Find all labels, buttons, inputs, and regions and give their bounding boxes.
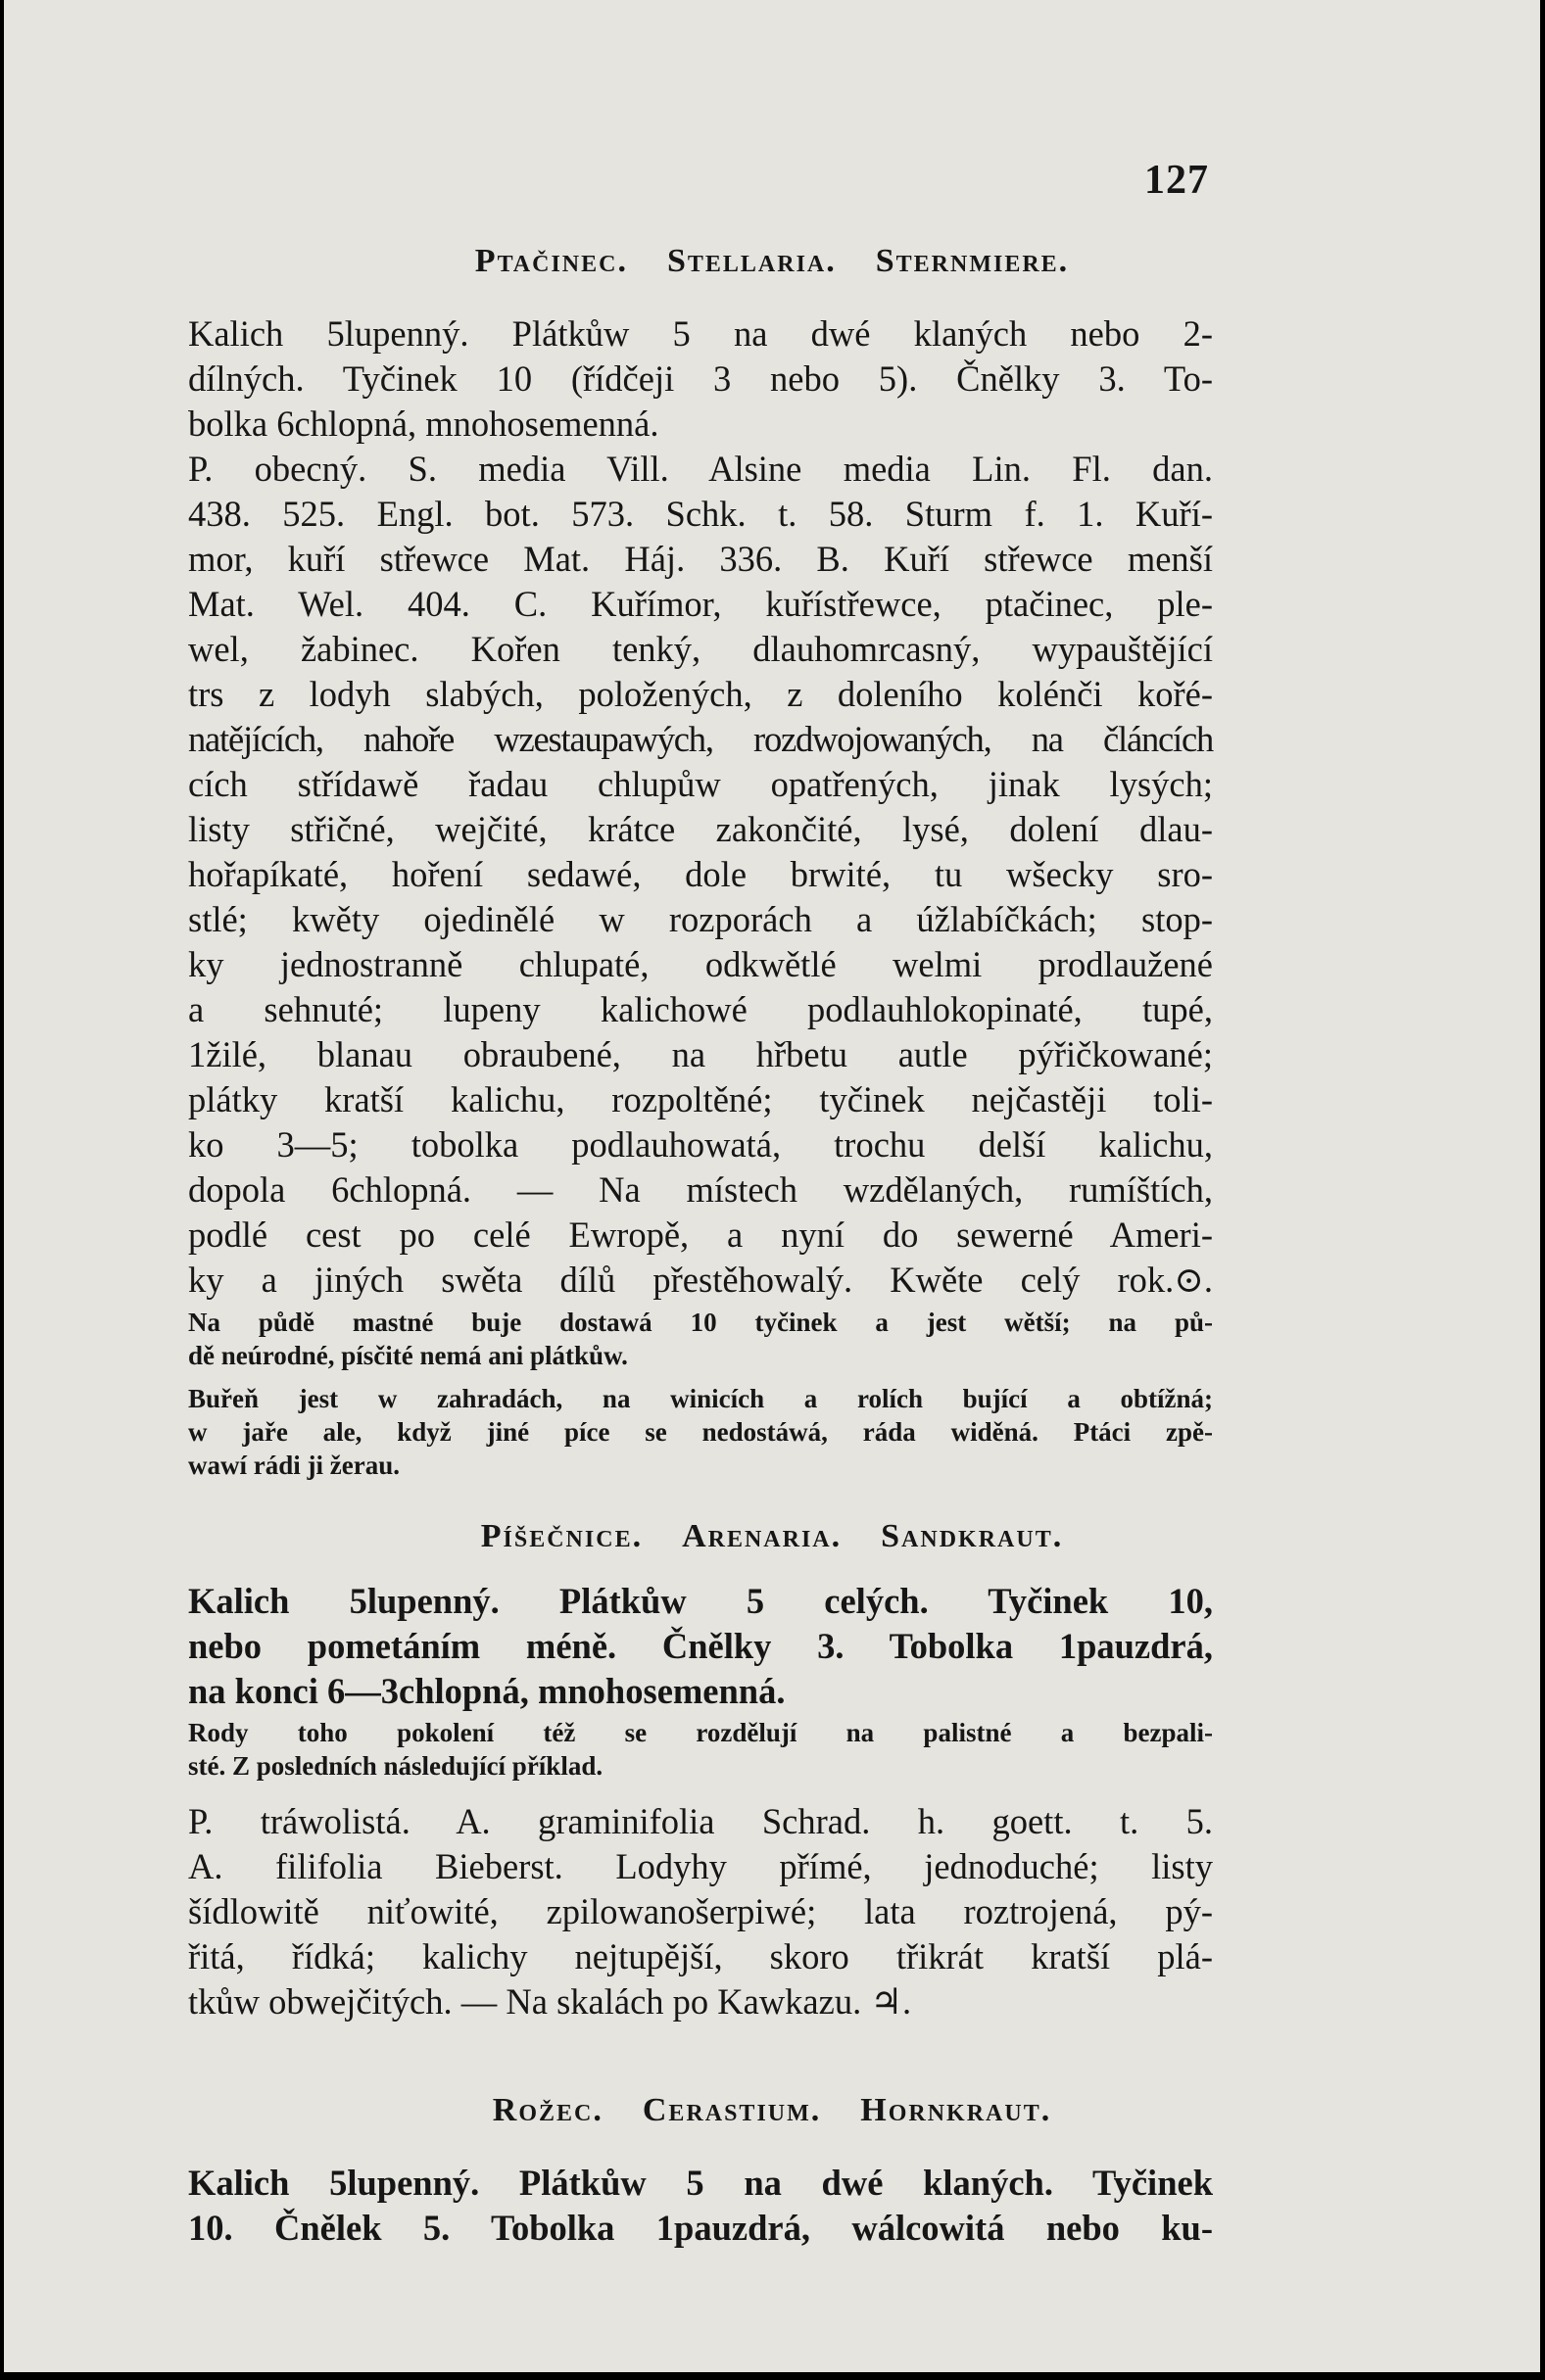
section-heading-cerastium [4, 2092, 1540, 2129]
footnote [135, 1306, 1213, 1372]
heading-german: Sandkraut. [881, 1518, 1064, 1554]
text-line: listy střičné, wejčité, krátce zakončité, lysé, dolení dlau- [188, 809, 1213, 849]
paragraph [135, 311, 1213, 447]
genus-description-stellaria [135, 311, 1213, 447]
text-line: A. filifolia Bieberst. Lodyhy přímé, jednoduché; listy [188, 1846, 1213, 1886]
text-line: Mat. Wel. 404. C. Kuřímor, kuřístřewce, ptačinec, ple- [188, 584, 1213, 624]
text-line: ko 3—5; tobolka podlauhowatá, trochu delší kalichu, [188, 1124, 1213, 1165]
text-line: mor, kuří střewce Mat. Háj. 336. B. Kuří střewce menší [188, 539, 1213, 579]
text-line: Na půdě mastné buje dostawá 10 tyčinek a jest wětší; na pů- [188, 1308, 1213, 1337]
heading-czech: Píšečnice. [480, 1518, 644, 1554]
text-line: Rody toho pokolení též se rozdělují na palistné a bezpali- [188, 1718, 1213, 1747]
heading-latin: Stellaria. [666, 243, 837, 279]
text-line: Kalich 5lupenný. Plátkůw 5 celých. Tyčinek 10, [188, 1581, 1213, 1621]
species-description-stellaria-media [135, 447, 1213, 1303]
text-line: ky jednostranně chlupaté, odkwětlé welmi prodlaužené [188, 944, 1213, 984]
text-line: šídlowitě niťowité, zpilowanošerpiwé; lata roztrojená, pý- [188, 1891, 1213, 1931]
section-heading-arenaria [4, 1518, 1540, 1555]
text-line: Buřeň jest w zahradách, na winicích a rolích bující a obtížná; [188, 1384, 1213, 1413]
text-line: w jaře ale, když jiné píce se nedostáwá, ráda widěná. Ptáci zpě- [188, 1417, 1213, 1447]
text-line: trs z lodyh slabých, položených, z doleního kolénči kořé- [188, 674, 1213, 714]
page-number: 127 [1144, 158, 1209, 203]
paragraph [135, 1579, 1213, 1714]
text-line: P. obecný. S. media Vill. Alsine media Lin. Fl. dan. [188, 449, 1213, 489]
text-line: wel, žabinec. Kořen tenký, dlauhomrcasný, wypauštějící [188, 629, 1213, 669]
note-stellaria-soil [135, 1306, 1213, 1372]
text-line: ky a jiných swěta dílů přestěhowalý. Kwěte celý rok.⊙. [188, 1260, 1213, 1300]
text-line: a sehnuté; lupeny kalichowé podlauhlokopinaté, tupé, [188, 989, 1213, 1029]
paragraph [135, 2161, 1213, 2251]
text-line: tkůw obwejčitých. — Na skalách po Kawkazu. ♃. [188, 1981, 912, 2022]
text-line: podlé cest po celé Ewropě, a nyní do sewerné Ameri- [188, 1214, 1213, 1255]
genus-description-arenaria [135, 1579, 1213, 1714]
text-line: P. tráwolistá. A. graminifolia Schrad. h. goett. t. 5. [188, 1801, 1213, 1841]
text-line: natějících, nahoře wzestaupawých, rozdwojowaných, na článcích [188, 719, 1213, 759]
text-line: stlé; kwěty ojedinělé w rozporách a úžlabíčkách; stop- [188, 899, 1213, 939]
text-line: nebo pometáním méně. Čnělky 3. Tobolka 1pauzdrá, [188, 1626, 1213, 1666]
text-line: řitá, řídká; kalichy nejtupější, skoro třikrát kratší plá- [188, 1936, 1213, 1976]
heading-german: Sternmiere. [875, 243, 1070, 279]
text-line: cích střídawě řadau chlupůw opatřených, jinak lysých; [188, 764, 1213, 804]
heading-czech: Rožec. [492, 2092, 604, 2128]
text-line: dopola 6chlopná. — Na místech wzdělaných, rumíštích, [188, 1169, 1213, 1210]
footnote [135, 1382, 1213, 1482]
text-line: bolka 6chlopná, mnohosemenná. [188, 404, 659, 444]
heading-latin: Cerastium. [642, 2092, 822, 2128]
text-line: na konci 6—3chlopná, mnohosemenná. [188, 1671, 786, 1711]
text-line: dě neúrodné, písčité nemá ani plátkůw. [188, 1341, 628, 1370]
text-line: dílných. Tyčinek 10 (řídčeji 3 nebo 5). Čnělky 3. To- [188, 358, 1213, 399]
note-stellaria-weed [135, 1382, 1213, 1482]
text-line: wawí rádi ji žerau. [188, 1451, 400, 1480]
footnote [135, 1716, 1213, 1783]
heading-czech: Ptačinec. [474, 243, 628, 279]
text-line: Kalich 5lupenný. Plátkůw 5 na dwé klaných nebo 2- [188, 313, 1213, 354]
paragraph [135, 1799, 1213, 2024]
text-line: hořapíkaté, hoření sedawé, dole brwité, tu wšecky sro- [188, 854, 1213, 894]
heading-german: Hornkraut. [860, 2092, 1052, 2128]
text-line: plátky kratší kalichu, rozpoltěné; tyčinek nejčastěji toli- [188, 1079, 1213, 1119]
book-page [4, 0, 1540, 2372]
paragraph [135, 447, 1213, 1303]
text-line: 1žilé, blanau obraubené, na hřbetu autle pýřičkowané; [188, 1034, 1213, 1074]
genus-description-cerastium [135, 2161, 1213, 2251]
note-arenaria-division [135, 1716, 1213, 1783]
text-line: 10. Čnělek 5. Tobolka 1pauzdrá, wálcowitá nebo ku- [188, 2208, 1213, 2248]
text-line: sté. Z posledních následující příklad. [188, 1751, 604, 1781]
species-description-arenaria-graminifolia [135, 1799, 1213, 2024]
text-line: 438. 525. Engl. bot. 573. Schk. t. 58. Sturm f. 1. Kuří- [188, 494, 1213, 534]
heading-latin: Arenaria. [682, 1518, 843, 1554]
text-line: Kalich 5lupenný. Plátkůw 5 na dwé klaných. Tyčinek [188, 2163, 1213, 2203]
section-heading-stellaria [4, 243, 1540, 280]
